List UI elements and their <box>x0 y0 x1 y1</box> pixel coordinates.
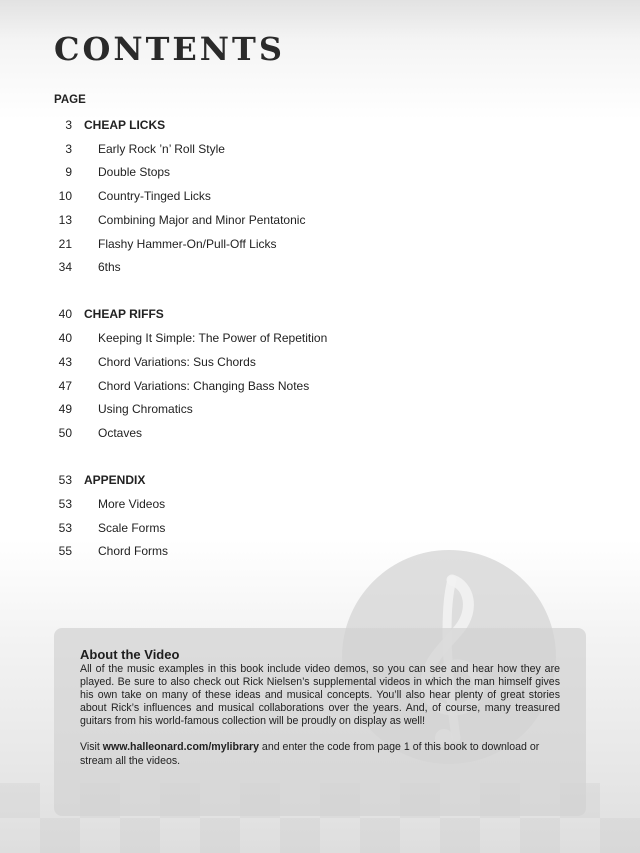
toc-page-number: 55 <box>58 544 72 558</box>
toc-page-number: 43 <box>58 355 72 369</box>
visit-suffix: and enter the code from page 1 of this book to download or stream all the videos. <box>80 741 540 767</box>
toc-item-title: Flashy Hammer-On/Pull-Off Licks <box>98 237 277 251</box>
toc-item-title: Keeping It Simple: The Power of Repetition <box>98 331 328 345</box>
toc-page-number: 53 <box>58 521 72 535</box>
toc-item-title: Scale Forms <box>98 521 166 535</box>
toc-item-title: Chord Variations: Sus Chords <box>98 355 256 369</box>
toc-page-number: 21 <box>58 237 72 251</box>
toc-item-title: Chord Variations: Changing Bass Notes <box>98 379 310 393</box>
page-column-label: PAGE <box>54 94 86 106</box>
about-video-title: About the Video <box>80 647 180 662</box>
toc-item-title: Combining Major and Minor Pentatonic <box>98 213 306 227</box>
toc-item-title: Octaves <box>98 426 143 440</box>
toc-page-number: 47 <box>58 379 72 393</box>
toc-page-number: 10 <box>58 189 72 203</box>
mylibrary-link[interactable]: www.halleonard.com/mylibrary <box>102 741 259 754</box>
toc-page-number: 3 <box>65 142 72 156</box>
toc-item-title: Chord Forms <box>98 544 169 558</box>
toc-item-title: Double Stops <box>98 165 171 179</box>
toc-section-title: APPENDIX <box>84 473 146 487</box>
toc-page-number: 40 <box>58 307 72 321</box>
toc-page-number: 40 <box>58 331 72 345</box>
toc-page-number: 49 <box>58 402 72 416</box>
toc-page-number: 13 <box>58 213 72 227</box>
toc-page-number: 53 <box>58 497 72 511</box>
about-video-text: All of the music examples in this book include video demos, so you can see and hear how they are played. Be sure to also check out Rick Nielsen’s supplemental videos in which the man himself gives his own take on many of these ideas and musical concepts. You’ll also hear plenty of great stories about Rick’s influences and musical collaborations over the years. And, of course, many treasured guitars from his world-famous collection will be proudly on display as well! <box>80 663 560 728</box>
toc-item-title: Using Chromatics <box>98 402 193 416</box>
toc-item-title: More Videos <box>98 497 166 511</box>
toc-page-number: 34 <box>58 260 72 274</box>
toc-section-title: CHEAP RIFFS <box>84 307 164 321</box>
toc-item-title: Country-Tinged Licks <box>98 189 211 203</box>
toc-section-title: CHEAP LICKS <box>84 118 166 132</box>
toc-page-number: 3 <box>65 118 72 132</box>
toc-item-title: 6ths <box>98 260 121 274</box>
visit-prefix: Visit <box>80 741 103 754</box>
toc-page-number: 50 <box>58 426 72 440</box>
toc-item-title: Early Rock ’n’ Roll Style <box>98 142 225 156</box>
about-video-visit-text <box>80 741 560 767</box>
about-video-box <box>54 628 586 816</box>
toc-page-number: 53 <box>58 473 72 487</box>
page-title: CONTENTS <box>54 30 285 68</box>
toc-page-number: 9 <box>65 165 72 179</box>
